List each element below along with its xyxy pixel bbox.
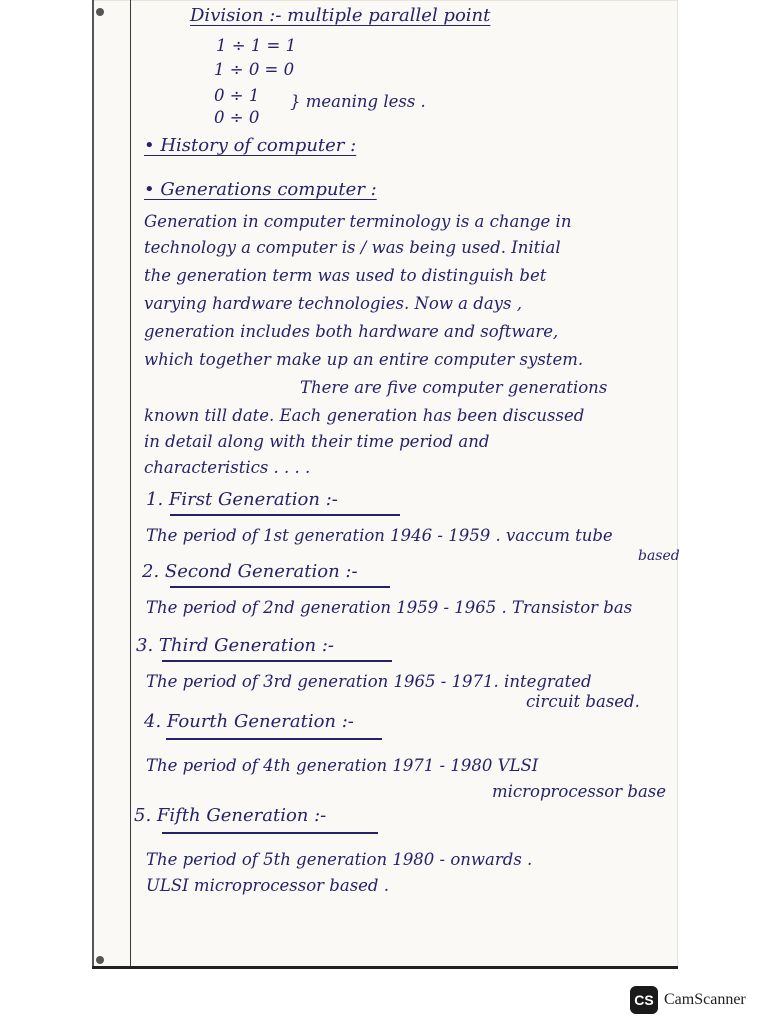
title-underline [162, 660, 392, 662]
page-left-edge [92, 0, 94, 968]
paragraph-line: which together make up an entire computer system. [144, 350, 584, 369]
generation-detail: based [638, 548, 680, 564]
paragraph-line: Generation in computer terminology is a change in [144, 212, 572, 231]
generation-detail: circuit based. [526, 692, 640, 711]
division-line: 0 ÷ 1 [214, 86, 260, 105]
margin-line [130, 0, 131, 968]
paragraph-line: the generation term was used to distinguish bet [144, 266, 547, 285]
history-heading: • History of computer : [144, 135, 357, 156]
binding-hole [96, 8, 104, 16]
generation-detail: The period of 5th generation 1980 - onwards . [146, 850, 533, 869]
title-underline [162, 832, 378, 834]
generation-title: 2. Second Generation :- [142, 561, 358, 582]
paragraph-line: in detail along with their time period and [144, 432, 490, 451]
camscanner-brand: CamScanner [664, 991, 746, 1008]
paragraph-line: known till date. Each generation has been discussed [144, 406, 585, 425]
division-line: 1 ÷ 0 = 0 [214, 60, 295, 79]
generation-title: 3. Third Generation :- [136, 635, 334, 656]
generation-title: 1. First Generation :- [146, 489, 338, 510]
generation-detail: The period of 4th generation 1971 - 1980 VLSI [146, 756, 539, 775]
paragraph-line: technology a computer is / was being used. Initial [144, 238, 561, 257]
camscanner-watermark [630, 986, 746, 1014]
generation-detail: The period of 1st generation 1946 - 1959 . vaccum tube [146, 526, 613, 545]
generation-detail: microprocessor base [492, 782, 667, 801]
binding-hole [96, 956, 104, 964]
paragraph-line: varying hardware technologies. Now a days , [144, 294, 522, 313]
generation-detail: ULSI microprocessor based . [146, 876, 389, 895]
generation-detail: The period of 3rd generation 1965 - 1971. integrated [146, 672, 592, 691]
division-line: 1 ÷ 1 = 1 [216, 36, 297, 55]
page-bottom-edge [92, 966, 678, 969]
paragraph-line: generation includes both hardware and software, [144, 322, 559, 341]
generation-title: 5. Fifth Generation :- [134, 805, 327, 826]
paragraph-line: characteristics . . . . [144, 458, 311, 477]
title-underline [170, 514, 400, 516]
generations-heading: • Generations computer : [144, 179, 377, 200]
paragraph-line: There are five computer generations [300, 378, 608, 397]
division-note: } meaning less . [290, 92, 426, 111]
title-underline [170, 586, 390, 588]
division-heading: Division :- multiple parallel point [190, 5, 491, 26]
camscanner-logo-icon: CS [630, 986, 658, 1014]
generation-title: 4. Fourth Generation :- [144, 711, 354, 732]
division-line: 0 ÷ 0 [214, 108, 260, 127]
title-underline [166, 738, 382, 740]
generation-detail: The period of 2nd generation 1959 - 1965 . Transistor bas [146, 598, 633, 617]
